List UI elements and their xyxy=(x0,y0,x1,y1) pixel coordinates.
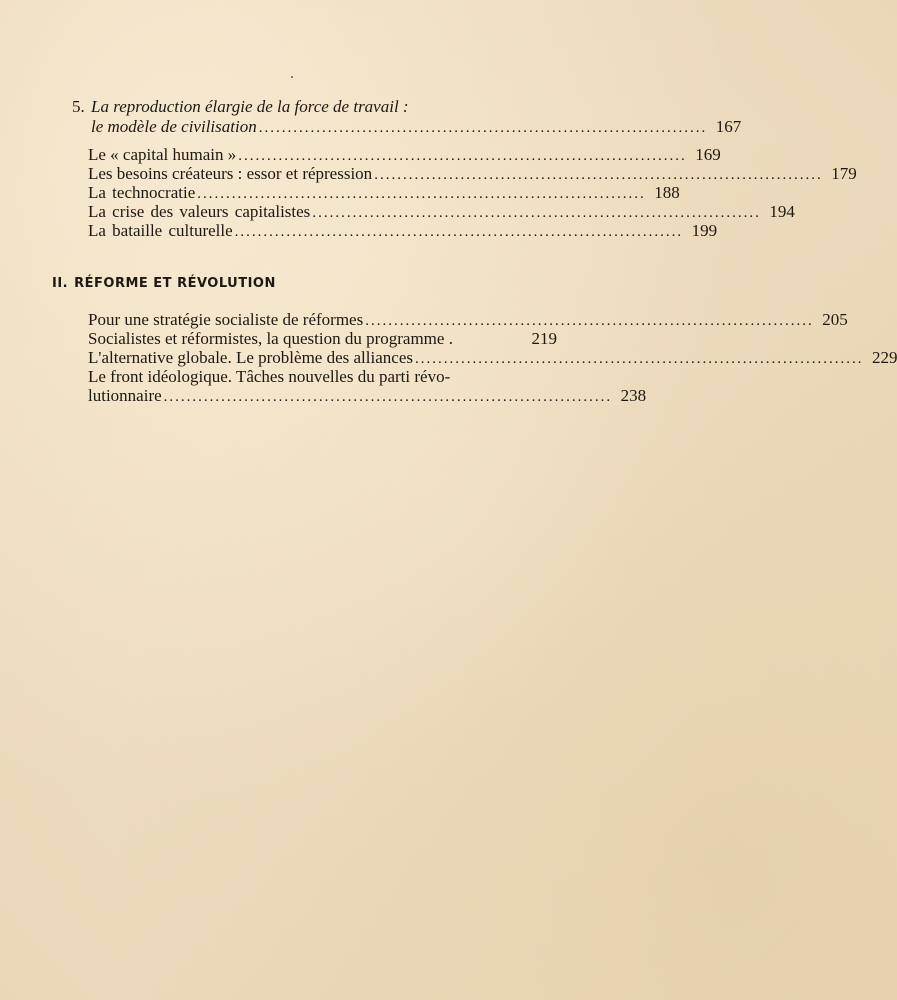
toc-entry xyxy=(88,164,857,184)
paper-speck xyxy=(291,76,293,78)
toc-entry-label: Les besoins créateurs : essor et répression xyxy=(88,164,373,183)
toc-entry xyxy=(88,310,848,330)
toc-entry-label: Le front idéologique. Tâches nouvelles du parti révo- xyxy=(88,367,451,386)
part-numeral: II. xyxy=(52,276,69,291)
toc-page-number: 188 xyxy=(654,183,680,202)
toc-page-number: 238 xyxy=(620,386,647,405)
toc-entry-label: Socialistes et réformistes, la question du programme . xyxy=(88,329,453,348)
toc-page-number: 167 xyxy=(715,117,742,136)
toc-page-number: 229 xyxy=(871,348,897,367)
leader-dots: .............................................................................. xyxy=(258,120,708,136)
leader-dots: .............................................................................. xyxy=(163,389,613,405)
part-title: RÉFORME ET RÉVOLUTION xyxy=(74,276,276,291)
toc-page-number: 179 xyxy=(831,164,857,183)
toc-entry-continued xyxy=(88,367,557,387)
toc-entry-label: lutionnaire xyxy=(88,386,162,405)
toc-entry xyxy=(88,221,718,241)
leader-dots: .............................................................................. xyxy=(234,224,684,240)
leader-dots: .............................................................................. xyxy=(238,148,687,164)
toc-page-number: 199 xyxy=(691,221,718,240)
toc-entry-label: le modèle de civilisation xyxy=(91,117,257,136)
toc-entry xyxy=(88,183,680,203)
toc-entry-label: Le « capital humain » xyxy=(88,145,237,164)
toc-page-number: 194 xyxy=(769,202,795,221)
part-heading xyxy=(52,275,276,293)
toc-entry-label: La crise des valeurs capitalistes xyxy=(88,202,311,221)
leader-dots: .............................................................................. xyxy=(414,351,864,367)
toc-entry xyxy=(88,202,795,222)
toc-entry-label: La bataille culturelle xyxy=(88,221,233,240)
toc-page-number: 205 xyxy=(822,310,848,329)
toc-entry-label: L'alternative globale. Le problème des alliances xyxy=(88,348,413,367)
toc-page-number: 219 xyxy=(531,329,557,348)
toc-entry-label: La technocratie xyxy=(88,183,196,202)
toc-entry xyxy=(88,145,721,165)
leader-dots: .............................................................................. xyxy=(365,313,814,329)
toc-entry-label: Pour une stratégie socialiste de réformes xyxy=(88,310,364,329)
leader-dots: .............................................................................. xyxy=(312,205,761,221)
toc-entry xyxy=(88,348,897,368)
toc-entry-chapter-title xyxy=(91,117,742,137)
chapter-number: 5. xyxy=(72,97,85,116)
toc-page-number: 169 xyxy=(695,145,721,164)
leader-dots: .............................................................................. xyxy=(197,186,646,202)
chapter-title-line-1: La reproduction élargie de la force de travail : xyxy=(91,97,409,116)
toc-entry xyxy=(88,386,647,406)
leader-dots: .............................................................................. xyxy=(374,167,823,183)
toc-entry xyxy=(88,329,557,349)
